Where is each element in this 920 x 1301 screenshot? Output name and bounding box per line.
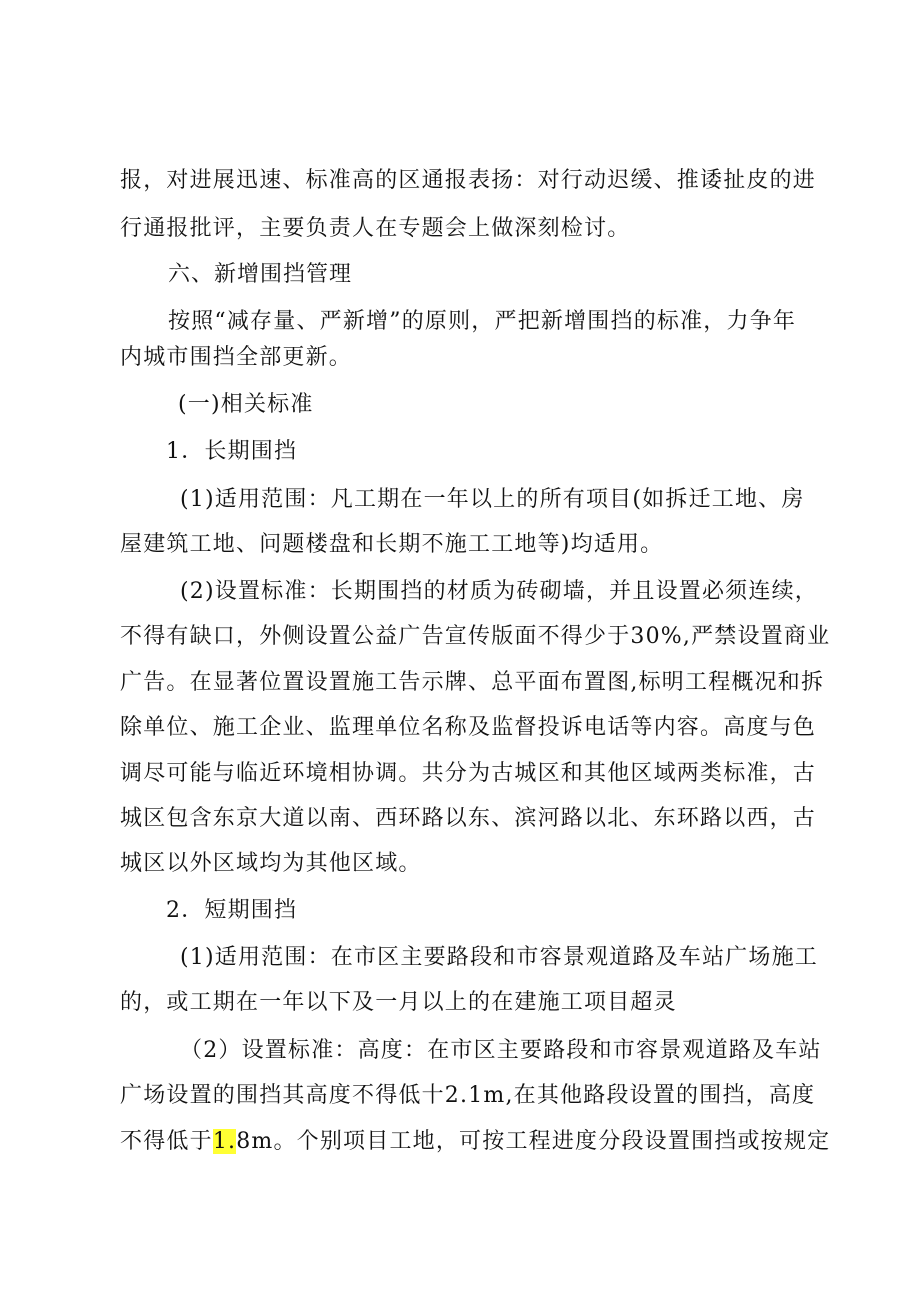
paragraph-line: 的，或工期在一年以下及一月以上的在建施工项目超灵 [120, 990, 677, 1015]
paragraph-line: 广告。在显著位置设置施工告示牌、总平面布置图,标明工程概况和拆 [120, 670, 825, 695]
paragraph-line: 报，对进展迅速、标准高的区通报表扬：对行动迟缓、推诿扯皮的进 [120, 168, 817, 193]
section-heading: 六、新增围挡管理 [168, 262, 353, 287]
paragraph-line: (1)适用范围：在市区主要路段和市容景观道路及车站广场施工 [180, 945, 818, 970]
paragraph-line: （2）设置标准：高度：在市区主要路段和市容景观道路及车站 [180, 1038, 822, 1063]
paragraph-line: 行通报批评，主要负责人在专题会上做深刻检讨。 [120, 216, 631, 241]
paragraph-line: 不得有缺口，外侧设置公益广告宣传版面不得少于30%,严禁设置商业 [120, 624, 831, 649]
paragraph-line: 除单位、施工企业、监理单位名称及监督投诉电话等内容。高度与色 [120, 715, 817, 740]
item-heading: 2．短期围挡 [166, 898, 298, 923]
item-heading: 1．长期围挡 [166, 439, 298, 464]
paragraph-line: 调尽可能与临近环境相协调。共分为古城区和其他区域两类标准，古 [120, 761, 817, 786]
paragraph-line: 城区以外区域均为其他区域。 [120, 851, 422, 876]
paragraph-line: 广场设置的围挡其高度不得低十2.1m,在其他路段设置的围挡，高度 [120, 1083, 816, 1108]
paragraph-line [120, 1127, 830, 1157]
paragraph-line: (2)设置标准：长期围挡的材质为砖砌墙，并且设置必须连续， [180, 579, 818, 604]
paragraph-line: 城区包含东京大道以南、西环路以东、滨河路以北、东环路以西，古 [120, 806, 817, 831]
subsection-heading: (一)相关标准 [178, 392, 314, 417]
paragraph-line: 内城市围挡全部更新。 [120, 345, 353, 370]
highlighted-text: 1. [212, 1129, 237, 1154]
text-segment: 不得低于 [120, 1129, 213, 1154]
paragraph-line: 屋建筑工地、问题楼盘和长期不施工工地等)均适用。 [120, 532, 664, 557]
paragraph-line: (1)适用范围：凡工期在一年以上的所有项目(如拆迁工地、房 [180, 487, 805, 512]
paragraph-line: 按照“减存量、严新增”的原则，严把新增围挡的标准，力争年 [168, 309, 797, 334]
text-segment: 8m。个别项目工地，可按工程进度分段设置围挡或按规定 [236, 1129, 831, 1154]
